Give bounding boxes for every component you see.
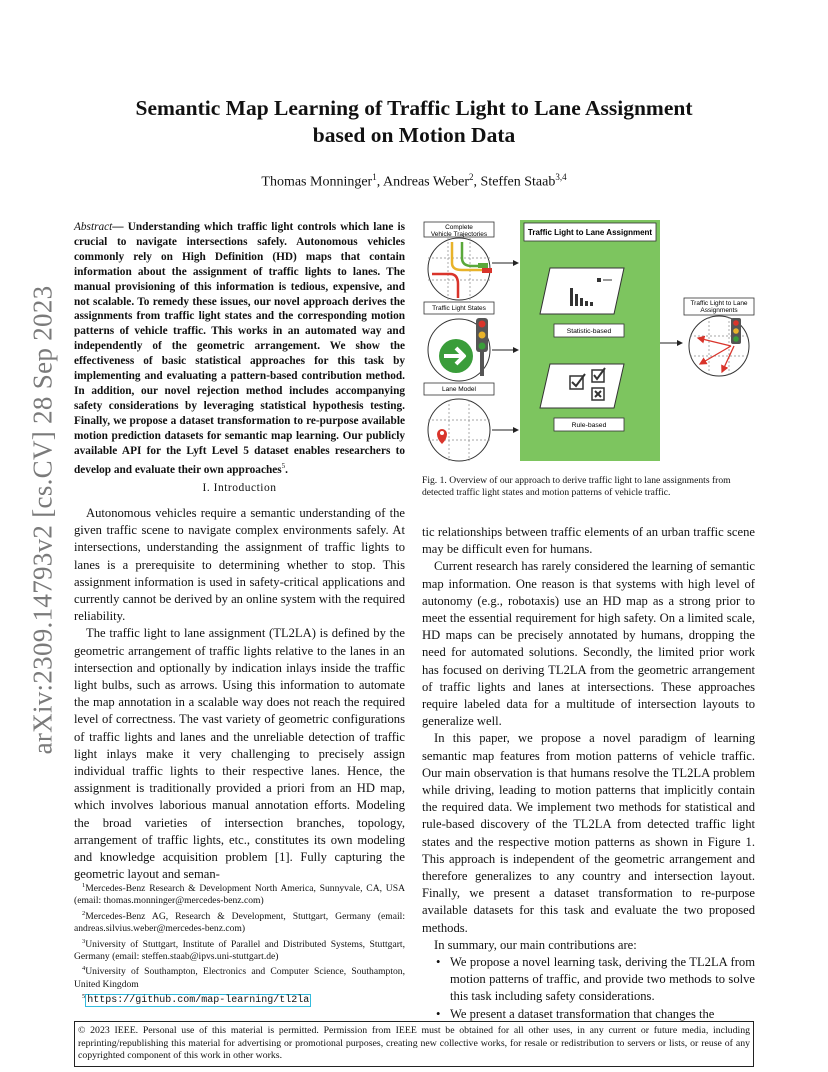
input-3-label: Lane Model <box>442 386 476 393</box>
arxiv-id-text: arXiv:2309.14793v2 [cs.CV] 28 Sep 2023 <box>27 285 58 755</box>
lane-model-icon <box>428 399 490 461</box>
figure-caption <box>422 475 757 500</box>
list-item: • We propose a novel learning task, deriving the TL2LA from motion patterns of traffic, and provide two methods to solve this task including safety considerations. <box>450 954 755 1006</box>
input-1-label-2: Vehicle Trajectories <box>430 231 488 238</box>
title-line-1: Semantic Map Learning of Traffic Light to Lane Assignment <box>135 96 693 120</box>
section-heading: I. Introduction <box>202 482 277 494</box>
author-list: Thomas Monninger$^1$, Andreas Weber$^2$, Steffen Staab$^{3,4}$ <box>261 172 567 190</box>
paragraph: tic relationships between traffic elements of an urban traffic scene may be difficult even for humans. <box>422 525 755 557</box>
footnote-text: University of Southampton, Electronics and Computer Science, Southampton, United Kingdom <box>74 966 405 990</box>
author-3-affil: 3,4 <box>555 172 567 182</box>
arxiv-identifier <box>22 280 64 760</box>
paragraph: The traffic light to lane assignment (TL2LA) is defined by the geometric arrangement of traffic lights relative to the lanes in an intersection and optionally by indication inlays inside the traffic light bulbs, such as arrows. Using this information to automate the map annotation in a scalable way does not reach the required level of correctness. The vast variety of geometric configurations of traffic lights and lanes and the unreliable detection of traffic light inlays make it very challenging to precisely assign individual traffic lights to their respective lanes. Hence, the assignment is traditionally provided a priori from an HD map, which involves laborious manual annotation efforts. Modeling the broad varieties of intersection branches, topology, arrangement of traffic lights, etc., constitutes its own modeling and knowledge acquisition problem [1]. Fully capturing the geometric layout and seman- <box>74 626 405 882</box>
footnote-3 <box>74 936 405 964</box>
main-panel-title: Traffic Light to Lane Assignment <box>527 228 653 237</box>
paragraph: In summary, our main contributions are: <box>434 937 637 952</box>
abstract-end: . <box>285 463 288 476</box>
author-1: Thomas Monninger <box>261 174 373 190</box>
footnote-mark: 4 <box>82 965 86 973</box>
footnote-mark: 2 <box>82 909 86 917</box>
footnote-mark: 5 <box>82 993 86 1001</box>
method-1-label: Statistic-based <box>566 328 612 335</box>
left-column <box>74 505 405 883</box>
figure-1-diagram <box>422 218 757 463</box>
list-item: • We present a dataset transformation that changes the <box>450 1006 755 1023</box>
abstract-label: Abstract <box>74 221 113 233</box>
paragraph: Current research has rarely considered the learning of semantic map information. One reason is that systems with high level of autonomy (e.g., robotaxis) use an HD map as a strong prior to meet the essential requirement for high safety. On a limited scale, HD maps can be precisely annotated by humans, dropping the need for automated solutions. Secondly, the limited prior work has focused on deriving TL2LA from the geometric arrangement of traffic lights and lanes at intersections. These approaches require labeled data for a multitude of intersection layouts to generalize well. <box>422 559 755 729</box>
abstract <box>74 220 405 477</box>
caption-text: Overview of our approach to derive traffic light to lane assignments from detected traffic light states and motion patterns of vehicle traffic. <box>422 475 731 499</box>
input-2-label: Traffic Light States <box>432 305 486 312</box>
contribution-list <box>422 954 755 1023</box>
output-label: Traffic Light to Lane Assignments <box>690 300 748 314</box>
copyright-notice: © 2023 IEEE. Personal use of this material is permitted. Permission from IEEE must be obtained for all other uses, in any current or future media, including reprinting/republishing this material for advertising or promotional purposes, creating new collective works, for resale or redistribution to servers or lists, or reuse of any copyrighted component of this work in other works. <box>74 1021 754 1067</box>
author-1-affil: 1 <box>372 172 377 182</box>
author-2: Andreas Weber <box>382 174 470 190</box>
paragraph: In this paper, we propose a novel paradigm of learning semantic map features from motion patterns of vehicle traffic. Our main observation is that humans resolve the TL2LA problem while driving, leading to motion patterns that implicitly contain the required data. We implement two methods for statistical and rule-based discovery of the TL2LA from detected traffic light states and the respective motion patterns as shown in Figure 1. This approach is independent of the geometric arrangement and therefore generalizes to any country and intersection layout. Finally, we present a dataset transformation to re-purpose available datasets for this task and evaluate the two proposed methods. <box>422 731 755 935</box>
footnotes <box>74 880 405 1008</box>
github-link[interactable]: https://github.com/map-learning/tl2la <box>87 995 310 1007</box>
author-2-affil: 2 <box>469 172 474 182</box>
footnote-mark: 3 <box>82 937 86 945</box>
footnote-text: University of Stuttgart, Institute of Parallel and Distributed Systems, Stuttgart, Germany (email: steffen.staab@ipvs.uni-stuttgart.de) <box>74 938 405 963</box>
footnote-text: Mercedes-Benz AG, Research & Development, Stuttgart, Germany (email: andreas.silvius.weber@mercedes-benz.com) <box>74 910 405 935</box>
paragraph: Autonomous vehicles require a semantic understanding of the given traffic scene to navigate complex environments safely. At intersections, understanding the assignment of traffic lights to lanes is a prerequisite to determining whether to stop. This assignment information is used in safety-critical applications and currently cannot be derived by an online system with the required reliability. <box>74 506 405 624</box>
footnote-text: Mercedes-Benz Research & Development North America, Sunnyvale, CA, USA (email: thomas.monninger@mercedes-benz.com) <box>74 883 405 907</box>
input-1-label: Complete Vehicle Trajectories <box>430 224 488 238</box>
method-2-label: Rule-based <box>571 422 607 429</box>
author-3: Steffen Staab <box>480 174 556 190</box>
abstract-footnote-mark: 5 <box>281 461 286 470</box>
footnote-4 <box>74 963 405 991</box>
footnote-5 <box>74 991 405 1007</box>
abstract-text: — Understanding which traffic light controls which lane is crucial to navigate intersections safely. Autonomous vehicles commonly rely on High Definition (HD) maps that contain information about the assignment of traffic lights to lanes. The manual provisioning of this information is tedious, expensive, and not scalable. To remedy these issues, our novel approach derives the assignments from traffic light states and the corresponding motion patterns of vehicle traffic. This works in an automated way and independently of the geometric arrangement. We show the effectiveness of basic statistical approaches for this task by implementing and evaluating a pattern-based contribution method. In addition, our novel rejection method includes accompanying safety considerations by leveraging statistical hypothesis testing. Finally, we propose a dataset transformation to re-purpose available motion prediction datasets for semantic map learning. Our publicly available API for the Lyft Level 5 dataset enables researchers to develop and evaluate their own approaches <box>74 221 405 476</box>
footnote-mark: 1 <box>82 882 86 889</box>
paper-title <box>100 95 728 149</box>
footnote-1 <box>74 880 405 908</box>
right-column <box>422 524 755 1023</box>
caption-label: Fig. 1. <box>422 475 447 486</box>
figure-1 <box>422 218 757 463</box>
footnote-2 <box>74 908 405 936</box>
bar-chart-icon <box>540 268 624 314</box>
title-line-2: based on Motion Data <box>312 123 516 147</box>
